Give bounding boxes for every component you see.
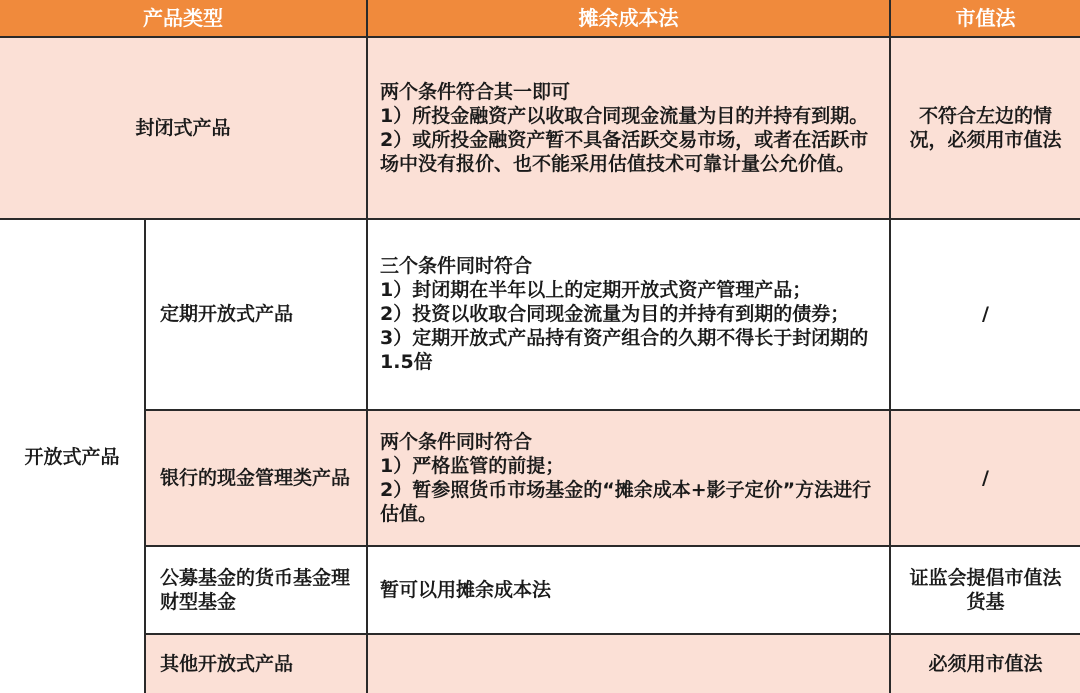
- rule-line: 1）所投金融资产以收取合同现金流量为目的并持有到期。: [380, 105, 869, 128]
- open-product-type: 开放式产品: [0, 219, 145, 693]
- rule-line: 暂可以用摊余成本法: [380, 578, 552, 601]
- open-amortized-rules: [367, 546, 890, 634]
- header-row: [0, 0, 1080, 37]
- open-market-value: /: [890, 219, 1080, 409]
- open-subtype: 公募基金的货币基金理财型基金: [145, 546, 367, 634]
- closed-market-value: [890, 37, 1080, 219]
- closed-amortized-rules: [367, 37, 890, 219]
- open-market-value: /: [890, 410, 1080, 546]
- closed-product-type: 封闭式产品: [0, 37, 367, 219]
- rule-line: 1）严格监管的前提；: [380, 454, 565, 477]
- rule-line: 2）暂参照货币市场基金的“摊余成本+影子定价”方法进行估值。: [380, 478, 872, 525]
- rule-line: 2）投资以收取合同现金流量为目的并持有到期的债券；: [380, 303, 850, 326]
- header-amortized-cost: 摊余成本法: [367, 0, 890, 37]
- header-market-value: 市值法: [890, 0, 1080, 37]
- open-row-other: [0, 634, 1080, 693]
- open-subtype: 其他开放式产品: [145, 634, 367, 693]
- rule-line: 三个条件同时符合: [380, 255, 533, 278]
- rule-line: 3）定期开放式产品持有资产组合的久期不得长于封闭期的1.5倍: [380, 327, 869, 374]
- rule-line: 1）封闭期在半年以上的定期开放式资产管理产品；: [380, 279, 812, 302]
- open-amortized-rules-empty: [367, 634, 890, 693]
- header-product-type: 产品类型: [0, 0, 367, 37]
- open-amortized-rules: [367, 410, 890, 546]
- open-subtype: 银行的现金管理类产品: [145, 410, 367, 546]
- open-market-text: 证监会提倡市值法货基: [909, 566, 1062, 613]
- open-row-cash-management: [0, 410, 1080, 546]
- open-row-regular: [0, 219, 1080, 409]
- rule-line: 两个条件符合其一即可: [380, 81, 571, 104]
- open-amortized-rules: [367, 219, 890, 409]
- closed-market-text: 不符合左边的情况，必须用市值法: [909, 105, 1062, 152]
- open-row-money-fund: [0, 546, 1080, 634]
- rule-line: 2）或所投金融资产暂不具备活跃交易市场，或者在活跃市场中没有报价、也不能采用估值技术可靠计量公允价值。: [380, 129, 869, 176]
- open-market-value: [890, 546, 1080, 634]
- rule-line: 两个条件同时符合: [380, 430, 533, 453]
- open-subtype: 定期开放式产品: [145, 219, 367, 409]
- closed-product-row: [0, 37, 1080, 219]
- open-market-value: 必须用市值法: [890, 634, 1080, 693]
